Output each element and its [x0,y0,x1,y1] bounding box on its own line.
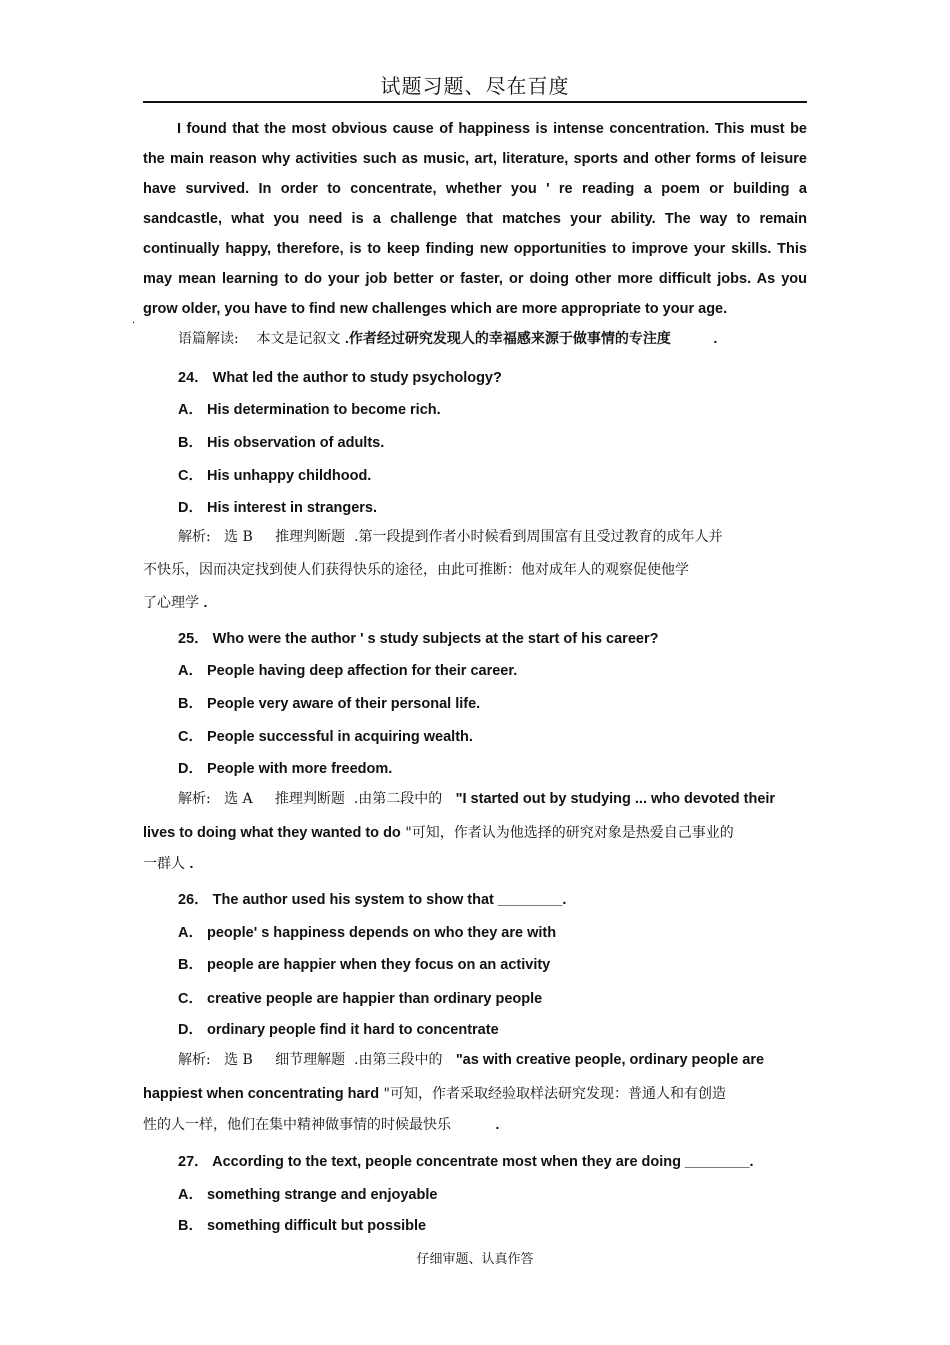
summary-end: . [713,330,718,346]
stray-dot: · [132,318,136,329]
question-26-stem: 26． The author used his system to show that ________. [178,892,567,908]
analysis-quote: lives to doing what they wanted to do [143,825,401,841]
question-25-option-d: D． People with more freedom. [178,761,393,777]
analysis-choice: 选 B [224,1052,253,1068]
analysis-text: "可知，作者认为他选择的研究对象是热爱自己事业的 [405,825,734,841]
analysis-type: 细节理解题 [275,1052,346,1068]
analysis-text: 性的人一样，他们在集中精神做事情的时候最快乐 [143,1117,451,1133]
analysis-end: . [189,855,194,871]
analysis-text: 了心理学 [143,595,199,611]
header-rule [143,101,807,103]
analysis-type: 推理判断题 [274,791,345,807]
question-27-option-a: A． something strange and enjoyable [178,1187,438,1203]
analysis-quote: "as with creative people, ordinary people are [455,1052,765,1068]
question-24-analysis-line-3 [143,592,207,612]
question-26-option-b: B． people are happier when they focus on an activity [178,957,551,973]
analysis-type: 推理判断题 [275,529,346,545]
page-footer: 仔细审题、认真作答 [416,1252,534,1267]
question-25-analysis-line-1 [178,788,775,808]
question-25-option-a: A． People having deep affection for their career. [178,663,518,679]
analysis-quote: happiest when concentrating hard [143,1086,380,1102]
analysis-text: .由第二段中的 [353,791,443,807]
question-24-option-c: C． His unhappy childhood. [178,468,372,484]
analysis-text: "可知，作者采取经验取样法研究发现：普通人和有创造 [383,1086,726,1102]
question-26-analysis-line-2 [143,1083,726,1103]
question-25-analysis-line-2 [143,822,734,842]
question-24-analysis-line-1 [178,526,722,546]
question-26-option-c: C． creative people are happier than ordinary people [178,991,543,1007]
passage-paragraph: I found that the most obvious cause of happiness is intense concentration. This must be the main reason why activities such as music, art, literature, sports and other forms of leisure have survived. In order to concentrate, whether you ' re reading a poem or building a sandcastle, what you need is a challenge that matches your ability. The way to remain continually happy, therefore, is to keep finding new opportunities to improve your skills. This may mean learning to do your job better or faster, or doing other more difficult jobs. As you grow older, you have to find new challenges which are more appropriate to your age. [143,121,807,317]
summary [178,328,717,348]
analysis-text: 一群人 [143,856,185,872]
question-24-option-b: B． His observation of adults. [178,435,385,451]
page-header: 试题习题、尽在百度 [380,74,570,98]
question-24-stem: 24． What led the author to study psychology? [178,370,502,386]
question-27-stem: 27． According to the text, people concentrate most when they are doing ________. [178,1154,754,1170]
question-25-analysis-line-3 [143,853,193,873]
summary-label: 语篇解读: [178,331,239,347]
question-26-analysis-line-1 [178,1049,764,1069]
analysis-text: .第一段提到作者小时候看到周围富有且受过教育的成年人并 [354,529,723,545]
summary-text: 本文是记叙文 [256,331,341,347]
question-26-analysis-line-3 [143,1114,499,1134]
analysis-choice: 选 A [224,791,253,807]
question-26-option-d: D． ordinary people find it hard to concentrate [178,1022,499,1038]
analysis-quote: "I started out by studying ... who devoted their [455,791,776,807]
summary-text-2: .作者经过研究发现人的幸福感来源于做事情的专注度 [344,330,671,346]
analysis-choice: 选 B [224,529,253,545]
question-24-analysis-line-2: 不快乐，因而决定找到使人们获得快乐的途径，由此可推断：他对成年人的观察促使他学 [143,562,689,578]
question-25-option-b: B． People very aware of their personal life. [178,696,481,712]
analysis-end: . [495,1116,500,1132]
analysis-text: .由第三段中的 [354,1052,443,1068]
analysis-label: 解析: [178,791,211,807]
analysis-label: 解析: [178,529,211,545]
analysis-label: 解析: [178,1052,211,1068]
analysis-end: . [203,594,208,610]
question-25-option-c: C． People successful in acquiring wealth. [178,729,473,745]
question-24-option-d: D． His interest in strangers. [178,500,378,516]
question-24-option-a: A． His determination to become rich. [178,402,441,418]
question-26-option-a: A． people' s happiness depends on who they are with [178,925,557,941]
question-25-stem: 25． Who were the author ' s study subjects at the start of his career? [178,631,659,647]
question-27-option-b: B． something difficult but possible [178,1218,427,1234]
